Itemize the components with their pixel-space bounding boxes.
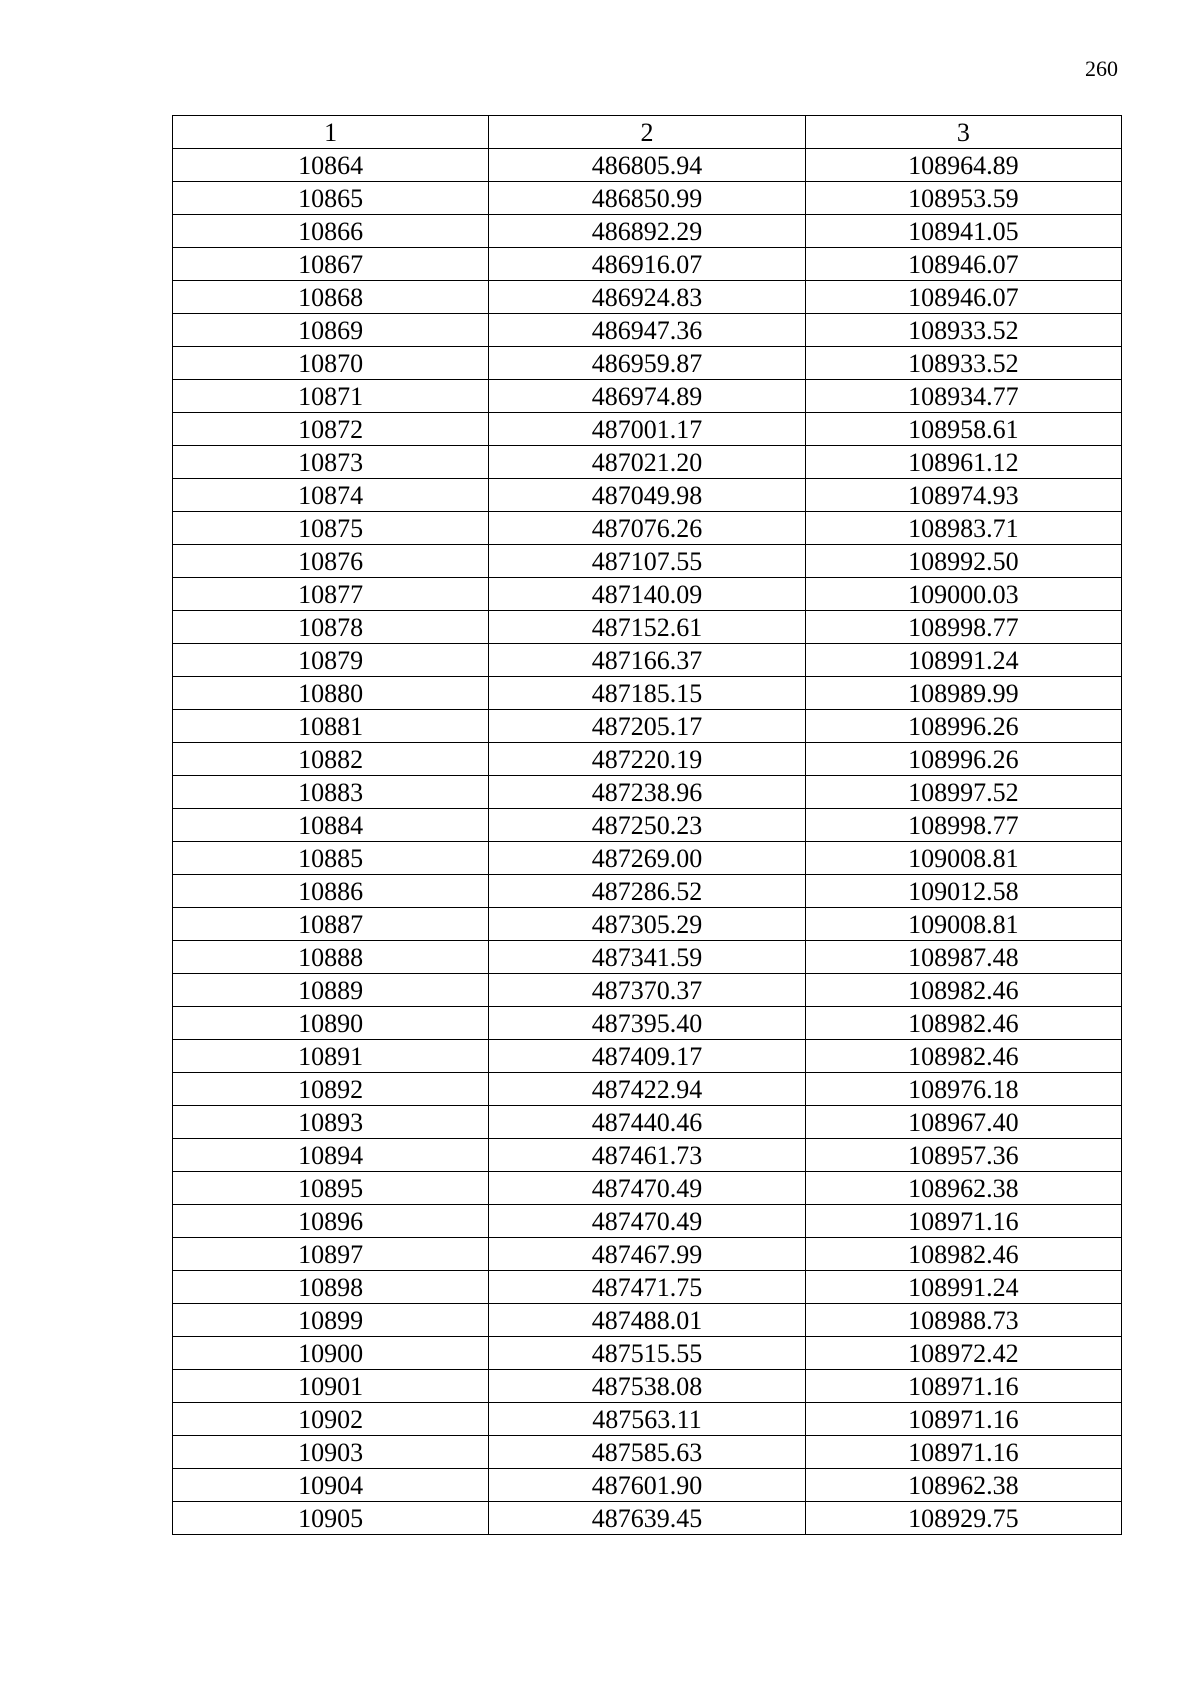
table-cell-col-3: 108964.89 bbox=[805, 149, 1121, 182]
table-cell-col-3: 108982.46 bbox=[805, 974, 1121, 1007]
table-cell-col-3: 108976.18 bbox=[805, 1073, 1121, 1106]
table-cell-col-2: 487639.45 bbox=[489, 1502, 805, 1535]
table-cell-col-3: 108991.24 bbox=[805, 1271, 1121, 1304]
table-cell-col-2: 487250.23 bbox=[489, 809, 805, 842]
table-cell-col-2: 487409.17 bbox=[489, 1040, 805, 1073]
table-cell-col-3: 108961.12 bbox=[805, 446, 1121, 479]
column-header-1: 1 bbox=[173, 116, 489, 149]
table-cell-col-1: 10900 bbox=[173, 1337, 489, 1370]
table-body bbox=[173, 149, 1122, 1535]
table-row bbox=[173, 1106, 1122, 1139]
page-number: 260 bbox=[1085, 56, 1118, 81]
table-cell-col-1: 10887 bbox=[173, 908, 489, 941]
table-cell-col-2: 487341.59 bbox=[489, 941, 805, 974]
table-cell-col-3: 108988.73 bbox=[805, 1304, 1121, 1337]
table-row bbox=[173, 380, 1122, 413]
table-row bbox=[173, 908, 1122, 941]
table-cell-col-2: 487269.00 bbox=[489, 842, 805, 875]
table-cell-col-3: 108971.16 bbox=[805, 1370, 1121, 1403]
table-cell-col-1: 10894 bbox=[173, 1139, 489, 1172]
table-cell-col-2: 487370.37 bbox=[489, 974, 805, 1007]
table-cell-col-1: 10867 bbox=[173, 248, 489, 281]
table-row bbox=[173, 314, 1122, 347]
table-cell-col-2: 486805.94 bbox=[489, 149, 805, 182]
table-cell-col-2: 487305.29 bbox=[489, 908, 805, 941]
table-row bbox=[173, 743, 1122, 776]
table-cell-col-1: 10875 bbox=[173, 512, 489, 545]
table-row bbox=[173, 710, 1122, 743]
table-cell-col-3: 108933.52 bbox=[805, 347, 1121, 380]
table-row bbox=[173, 1205, 1122, 1238]
table-row bbox=[173, 215, 1122, 248]
table-cell-col-3: 108982.46 bbox=[805, 1238, 1121, 1271]
table-cell-col-2: 487471.75 bbox=[489, 1271, 805, 1304]
table-cell-col-2: 487152.61 bbox=[489, 611, 805, 644]
table-cell-col-3: 108983.71 bbox=[805, 512, 1121, 545]
table-cell-col-2: 486850.99 bbox=[489, 182, 805, 215]
table-cell-col-1: 10892 bbox=[173, 1073, 489, 1106]
table-cell-col-1: 10878 bbox=[173, 611, 489, 644]
table-cell-col-1: 10870 bbox=[173, 347, 489, 380]
table-row bbox=[173, 611, 1122, 644]
table-cell-col-3: 108982.46 bbox=[805, 1007, 1121, 1040]
table-row bbox=[173, 1271, 1122, 1304]
table-cell-col-1: 10881 bbox=[173, 710, 489, 743]
table-row bbox=[173, 1469, 1122, 1502]
table-cell-col-2: 487515.55 bbox=[489, 1337, 805, 1370]
table-row bbox=[173, 1238, 1122, 1271]
table-row bbox=[173, 1502, 1122, 1535]
table-cell-col-2: 487001.17 bbox=[489, 413, 805, 446]
table-row bbox=[173, 1040, 1122, 1073]
table-row bbox=[173, 1403, 1122, 1436]
table-cell-col-3: 108971.16 bbox=[805, 1436, 1121, 1469]
table-cell-col-1: 10873 bbox=[173, 446, 489, 479]
table-cell-col-1: 10888 bbox=[173, 941, 489, 974]
table-cell-col-1: 10903 bbox=[173, 1436, 489, 1469]
table-cell-col-3: 108953.59 bbox=[805, 182, 1121, 215]
table-row bbox=[173, 446, 1122, 479]
table-cell-col-2: 487076.26 bbox=[489, 512, 805, 545]
table-cell-col-1: 10895 bbox=[173, 1172, 489, 1205]
table-cell-col-3: 108962.38 bbox=[805, 1172, 1121, 1205]
table-row bbox=[173, 545, 1122, 578]
table-cell-col-1: 10904 bbox=[173, 1469, 489, 1502]
table-cell-col-2: 487021.20 bbox=[489, 446, 805, 479]
table-header-row bbox=[173, 116, 1122, 149]
table-cell-col-2: 486924.83 bbox=[489, 281, 805, 314]
table-header bbox=[173, 116, 1122, 149]
table-cell-col-2: 487538.08 bbox=[489, 1370, 805, 1403]
table-row bbox=[173, 1139, 1122, 1172]
table-row bbox=[173, 1304, 1122, 1337]
table-cell-col-1: 10868 bbox=[173, 281, 489, 314]
table-cell-col-1: 10891 bbox=[173, 1040, 489, 1073]
table-cell-col-1: 10876 bbox=[173, 545, 489, 578]
table-cell-col-2: 486892.29 bbox=[489, 215, 805, 248]
table-cell-col-2: 487422.94 bbox=[489, 1073, 805, 1106]
table-cell-col-1: 10889 bbox=[173, 974, 489, 1007]
table-cell-col-1: 10898 bbox=[173, 1271, 489, 1304]
table-cell-col-1: 10872 bbox=[173, 413, 489, 446]
table-cell-col-3: 109012.58 bbox=[805, 875, 1121, 908]
table-cell-col-3: 108974.93 bbox=[805, 479, 1121, 512]
table-cell-col-2: 487440.46 bbox=[489, 1106, 805, 1139]
table-row bbox=[173, 479, 1122, 512]
table-cell-col-3: 108992.50 bbox=[805, 545, 1121, 578]
table-row bbox=[173, 281, 1122, 314]
table-cell-col-1: 10866 bbox=[173, 215, 489, 248]
table-cell-col-2: 486974.89 bbox=[489, 380, 805, 413]
table-row bbox=[173, 875, 1122, 908]
table-cell-col-3: 109008.81 bbox=[805, 842, 1121, 875]
table-cell-col-3: 108929.75 bbox=[805, 1502, 1121, 1535]
table-cell-col-3: 108997.52 bbox=[805, 776, 1121, 809]
table-cell-col-2: 487140.09 bbox=[489, 578, 805, 611]
table-cell-col-1: 10899 bbox=[173, 1304, 489, 1337]
table-cell-col-1: 10893 bbox=[173, 1106, 489, 1139]
table-row bbox=[173, 578, 1122, 611]
table-row bbox=[173, 1337, 1122, 1370]
table-cell-col-3: 108996.26 bbox=[805, 743, 1121, 776]
table-cell-col-1: 10869 bbox=[173, 314, 489, 347]
table-cell-col-1: 10897 bbox=[173, 1238, 489, 1271]
table-cell-col-1: 10874 bbox=[173, 479, 489, 512]
table-cell-col-3: 108958.61 bbox=[805, 413, 1121, 446]
table-row bbox=[173, 347, 1122, 380]
table-cell-col-2: 487488.01 bbox=[489, 1304, 805, 1337]
table-cell-col-1: 10877 bbox=[173, 578, 489, 611]
table-cell-col-1: 10896 bbox=[173, 1205, 489, 1238]
table-cell-col-1: 10864 bbox=[173, 149, 489, 182]
table-cell-col-1: 10882 bbox=[173, 743, 489, 776]
table-row bbox=[173, 809, 1122, 842]
table-cell-col-1: 10883 bbox=[173, 776, 489, 809]
table-cell-col-2: 487585.63 bbox=[489, 1436, 805, 1469]
table-cell-col-3: 108946.07 bbox=[805, 281, 1121, 314]
table-cell-col-3: 108982.46 bbox=[805, 1040, 1121, 1073]
table-cell-col-2: 487470.49 bbox=[489, 1205, 805, 1238]
table-row bbox=[173, 512, 1122, 545]
table-cell-col-3: 108998.77 bbox=[805, 611, 1121, 644]
table-row bbox=[173, 776, 1122, 809]
table-cell-col-3: 108934.77 bbox=[805, 380, 1121, 413]
table-row bbox=[173, 1172, 1122, 1205]
table-cell-col-3: 108996.26 bbox=[805, 710, 1121, 743]
table-cell-col-1: 10886 bbox=[173, 875, 489, 908]
table-cell-col-2: 487166.37 bbox=[489, 644, 805, 677]
table-cell-col-2: 486947.36 bbox=[489, 314, 805, 347]
table-cell-col-3: 108989.99 bbox=[805, 677, 1121, 710]
table-cell-col-2: 487220.19 bbox=[489, 743, 805, 776]
table-cell-col-2: 487238.96 bbox=[489, 776, 805, 809]
table-cell-col-2: 487467.99 bbox=[489, 1238, 805, 1271]
table-cell-col-2: 487286.52 bbox=[489, 875, 805, 908]
table-cell-col-2: 486959.87 bbox=[489, 347, 805, 380]
table-cell-col-2: 487395.40 bbox=[489, 1007, 805, 1040]
table-cell-col-2: 487107.55 bbox=[489, 545, 805, 578]
table-cell-col-1: 10890 bbox=[173, 1007, 489, 1040]
table-row bbox=[173, 677, 1122, 710]
table-cell-col-3: 108962.38 bbox=[805, 1469, 1121, 1502]
column-header-2: 2 bbox=[489, 116, 805, 149]
table-cell-col-1: 10902 bbox=[173, 1403, 489, 1436]
table-cell-col-1: 10880 bbox=[173, 677, 489, 710]
table-row bbox=[173, 1370, 1122, 1403]
table-cell-col-3: 108987.48 bbox=[805, 941, 1121, 974]
table-row bbox=[173, 1073, 1122, 1106]
table-cell-col-3: 108957.36 bbox=[805, 1139, 1121, 1172]
table-cell-col-2: 487461.73 bbox=[489, 1139, 805, 1172]
table-cell-col-2: 486916.07 bbox=[489, 248, 805, 281]
table-cell-col-1: 10879 bbox=[173, 644, 489, 677]
table-cell-col-3: 108971.16 bbox=[805, 1205, 1121, 1238]
table-row bbox=[173, 1007, 1122, 1040]
table-cell-col-3: 108998.77 bbox=[805, 809, 1121, 842]
table-cell-col-3: 108971.16 bbox=[805, 1403, 1121, 1436]
table-cell-col-3: 108991.24 bbox=[805, 644, 1121, 677]
table-cell-col-1: 10885 bbox=[173, 842, 489, 875]
table-row bbox=[173, 644, 1122, 677]
table-cell-col-3: 108946.07 bbox=[805, 248, 1121, 281]
table-cell-col-3: 108967.40 bbox=[805, 1106, 1121, 1139]
table-row bbox=[173, 182, 1122, 215]
table-row bbox=[173, 842, 1122, 875]
table-cell-col-1: 10871 bbox=[173, 380, 489, 413]
table-cell-col-2: 487601.90 bbox=[489, 1469, 805, 1502]
table-row bbox=[173, 248, 1122, 281]
table-cell-col-2: 487049.98 bbox=[489, 479, 805, 512]
table-row bbox=[173, 1436, 1122, 1469]
coordinates-table bbox=[172, 115, 1122, 1535]
table-row bbox=[173, 149, 1122, 182]
table-cell-col-3: 109000.03 bbox=[805, 578, 1121, 611]
table-cell-col-2: 487205.17 bbox=[489, 710, 805, 743]
table-cell-col-2: 487185.15 bbox=[489, 677, 805, 710]
table-cell-col-3: 109008.81 bbox=[805, 908, 1121, 941]
table-cell-col-3: 108941.05 bbox=[805, 215, 1121, 248]
table-cell-col-1: 10865 bbox=[173, 182, 489, 215]
table-row bbox=[173, 413, 1122, 446]
table-row bbox=[173, 941, 1122, 974]
table-cell-col-2: 487563.11 bbox=[489, 1403, 805, 1436]
table-cell-col-3: 108933.52 bbox=[805, 314, 1121, 347]
table-cell-col-3: 108972.42 bbox=[805, 1337, 1121, 1370]
table-cell-col-1: 10884 bbox=[173, 809, 489, 842]
table-cell-col-1: 10905 bbox=[173, 1502, 489, 1535]
table-row bbox=[173, 974, 1122, 1007]
table-cell-col-1: 10901 bbox=[173, 1370, 489, 1403]
column-header-3: 3 bbox=[805, 116, 1121, 149]
table-cell-col-2: 487470.49 bbox=[489, 1172, 805, 1205]
